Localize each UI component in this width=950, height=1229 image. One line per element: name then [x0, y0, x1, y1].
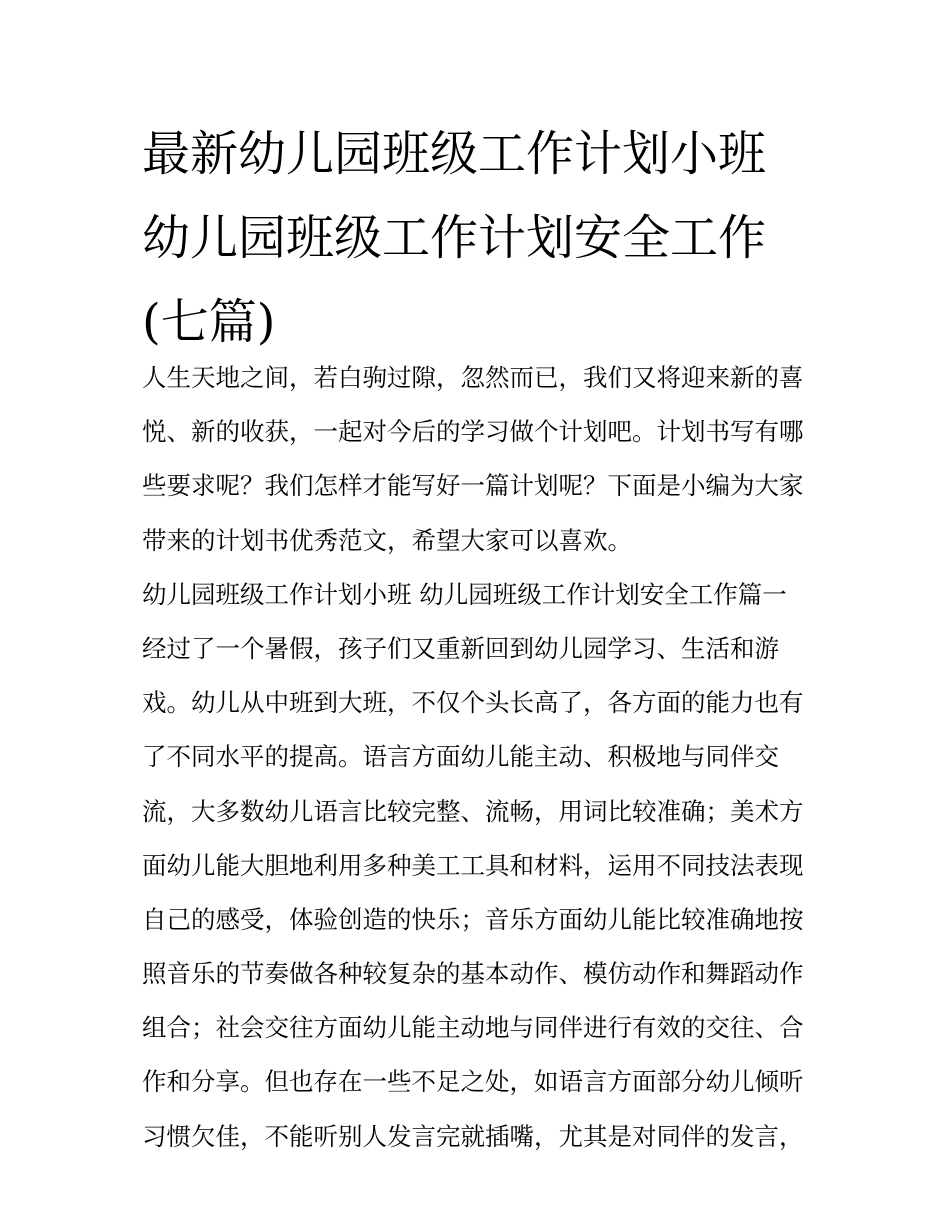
document-body: [142, 351, 822, 1164]
title-line-2: 幼儿园班级工作计划安全工作: [142, 210, 767, 266]
body-line: 作和分享。但也存在一些不足之处，如语言方面部分幼儿倾听: [142, 1067, 804, 1097]
intro-line: 悦、新的收获，一起对今后的学习做个计划吧。计划书写有哪: [142, 417, 804, 447]
body-line: 习惯欠佳，不能听别人发言完就插嘴，尤其是对同伴的发言，: [142, 1121, 804, 1151]
intro-paragraph: [142, 351, 822, 568]
body-line: 经过了一个暑假，孩子们又重新回到幼儿园学习、生活和游: [142, 633, 779, 663]
body-line: 自己的感受，体验创造的快乐；音乐方面幼儿能比较准确地按: [142, 904, 804, 934]
body-paragraph: [142, 622, 822, 1164]
body-line: 面幼儿能大胆地利用多种美工工具和材料，运用不同技法表现: [142, 850, 804, 880]
title-line-3: (七篇): [142, 294, 276, 350]
document-title: [142, 112, 812, 364]
title-line-1: 最新幼儿园班级工作计划小班: [142, 126, 767, 182]
body-line: 组合；社会交往方面幼儿能主动地与同伴进行有效的交往、合: [142, 1013, 804, 1043]
intro-line: 人生天地之间，若白驹过隙，忽然而已，我们又将迎来新的喜: [142, 363, 804, 392]
body-line: 了不同水平的提高。语言方面幼儿能主动、积极地与同伴交: [142, 742, 779, 772]
section-heading: 幼儿园班级工作计划小班 幼儿园班级工作计划安全工作篇一: [142, 579, 787, 609]
body-line: 流，大多数幼儿语言比较完整、流畅，用词比较准确；美术方: [142, 796, 804, 826]
intro-line: 带来的计划书优秀范文，希望大家可以喜欢。: [142, 525, 632, 555]
intro-line: 些要求呢？我们怎样才能写好一篇计划呢？下面是小编为大家: [142, 471, 804, 501]
body-line: 戏。幼儿从中班到大班，不仅个头长高了，各方面的能力也有: [142, 688, 804, 718]
body-line: 照音乐的节奏做各种较复杂的基本动作、模仿动作和舞蹈动作: [142, 959, 804, 989]
